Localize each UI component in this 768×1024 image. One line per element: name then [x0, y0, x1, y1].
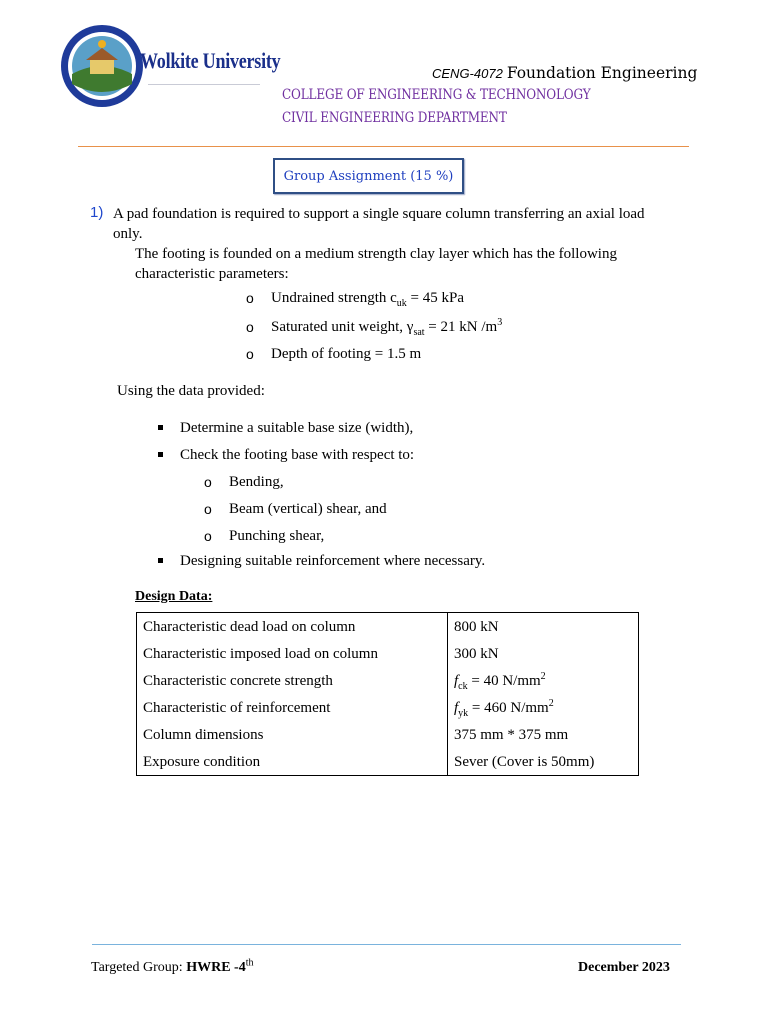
param-depth: Depth of footing = 1.5 m [271, 346, 422, 362]
design-data-title: Design Data: [135, 589, 213, 604]
table-cell-label: Column dimensions [137, 721, 448, 748]
table-row [137, 613, 639, 641]
assignment-label-box [273, 158, 464, 194]
assignment-label: Group Assignment (15 %) [283, 168, 454, 184]
college-name: COLLEGE OF ENGINEERING & TECHNONOLOGY [282, 87, 591, 103]
circle-bullet-icon: o [246, 290, 254, 306]
circle-bullet-icon: o [204, 528, 212, 544]
question-line-1: A pad foundation is required to support a single square column transferring an axial load [113, 206, 645, 222]
square-bullet-icon [158, 452, 163, 457]
table-cell-value: 300 kN [448, 640, 639, 667]
square-bullet-icon [158, 558, 163, 563]
table-cell-value: Sever (Cover is 50mm) [448, 748, 639, 776]
table-row [137, 640, 639, 667]
check-beam-shear: Beam (vertical) shear, and [229, 501, 387, 517]
university-name: Wolkite University [140, 48, 281, 73]
check-punching-shear: Punching shear, [229, 528, 325, 544]
table-cell-label: Characteristic concrete strength [137, 667, 448, 694]
param-undrained-strength: Undrained strength $c_{uk} = 45$ kPa [271, 290, 465, 309]
table-row [137, 694, 639, 721]
table-cell-value: $f_{ck} = 40$ $N/mm^2$ [448, 667, 639, 694]
question-line-4: characteristic parameters: [135, 266, 289, 282]
table-cell-label: Characteristic of reinforcement [137, 694, 448, 721]
targeted-group: Targeted Group: HWRE -4th [91, 957, 254, 975]
circle-bullet-icon: o [204, 501, 212, 517]
param-unit-weight: Saturated unit weight, $\gamma_{sat} = 21$ kN $/m^3$ [271, 317, 503, 338]
table-cell-label: Exposure condition [137, 748, 448, 776]
square-bullet-icon [158, 425, 163, 430]
table-row [137, 667, 639, 694]
table-cell-value: 800 kN [448, 613, 639, 641]
question-number: 1) [90, 204, 104, 221]
department-name: CIVIL ENGINEERING DEPARTMENT [282, 110, 507, 126]
circle-bullet-icon: o [246, 319, 254, 335]
table-cell-label: Characteristic imposed load on column [137, 640, 448, 667]
check-bending: Bending, [229, 474, 284, 490]
question-line-3: The footing is founded on a medium strength clay layer which has the following [135, 246, 617, 262]
circle-bullet-icon: o [246, 346, 254, 362]
using-data-text: Using the data provided: [117, 383, 265, 399]
question-line-2: only. [113, 226, 143, 242]
table-cell-value: $f_{yk} = 460$ $N/mm^2$ [448, 694, 639, 721]
table-cell-label: Characteristic dead load on column [137, 613, 448, 641]
course-code: CENG-4072 [432, 66, 503, 81]
university-logo [60, 24, 144, 108]
course-title [432, 64, 697, 83]
footer-divider [92, 944, 681, 945]
circle-bullet-icon: o [204, 474, 212, 490]
design-data-table [136, 612, 639, 776]
header-divider [78, 146, 689, 147]
table-cell-value: 375 mm * 375 mm [448, 721, 639, 748]
course-name: Foundation Engineering [506, 64, 698, 82]
task-base-size: Determine a suitable base size (width), [180, 420, 414, 436]
table-row [137, 721, 639, 748]
footer-date: December 2023 [578, 960, 670, 975]
table-row [137, 748, 639, 776]
task-reinforcement: Designing suitable reinforcement where necessary. [180, 553, 486, 569]
task-check-footing: Check the footing base with respect to: [180, 447, 415, 463]
university-name-underline [148, 84, 260, 85]
